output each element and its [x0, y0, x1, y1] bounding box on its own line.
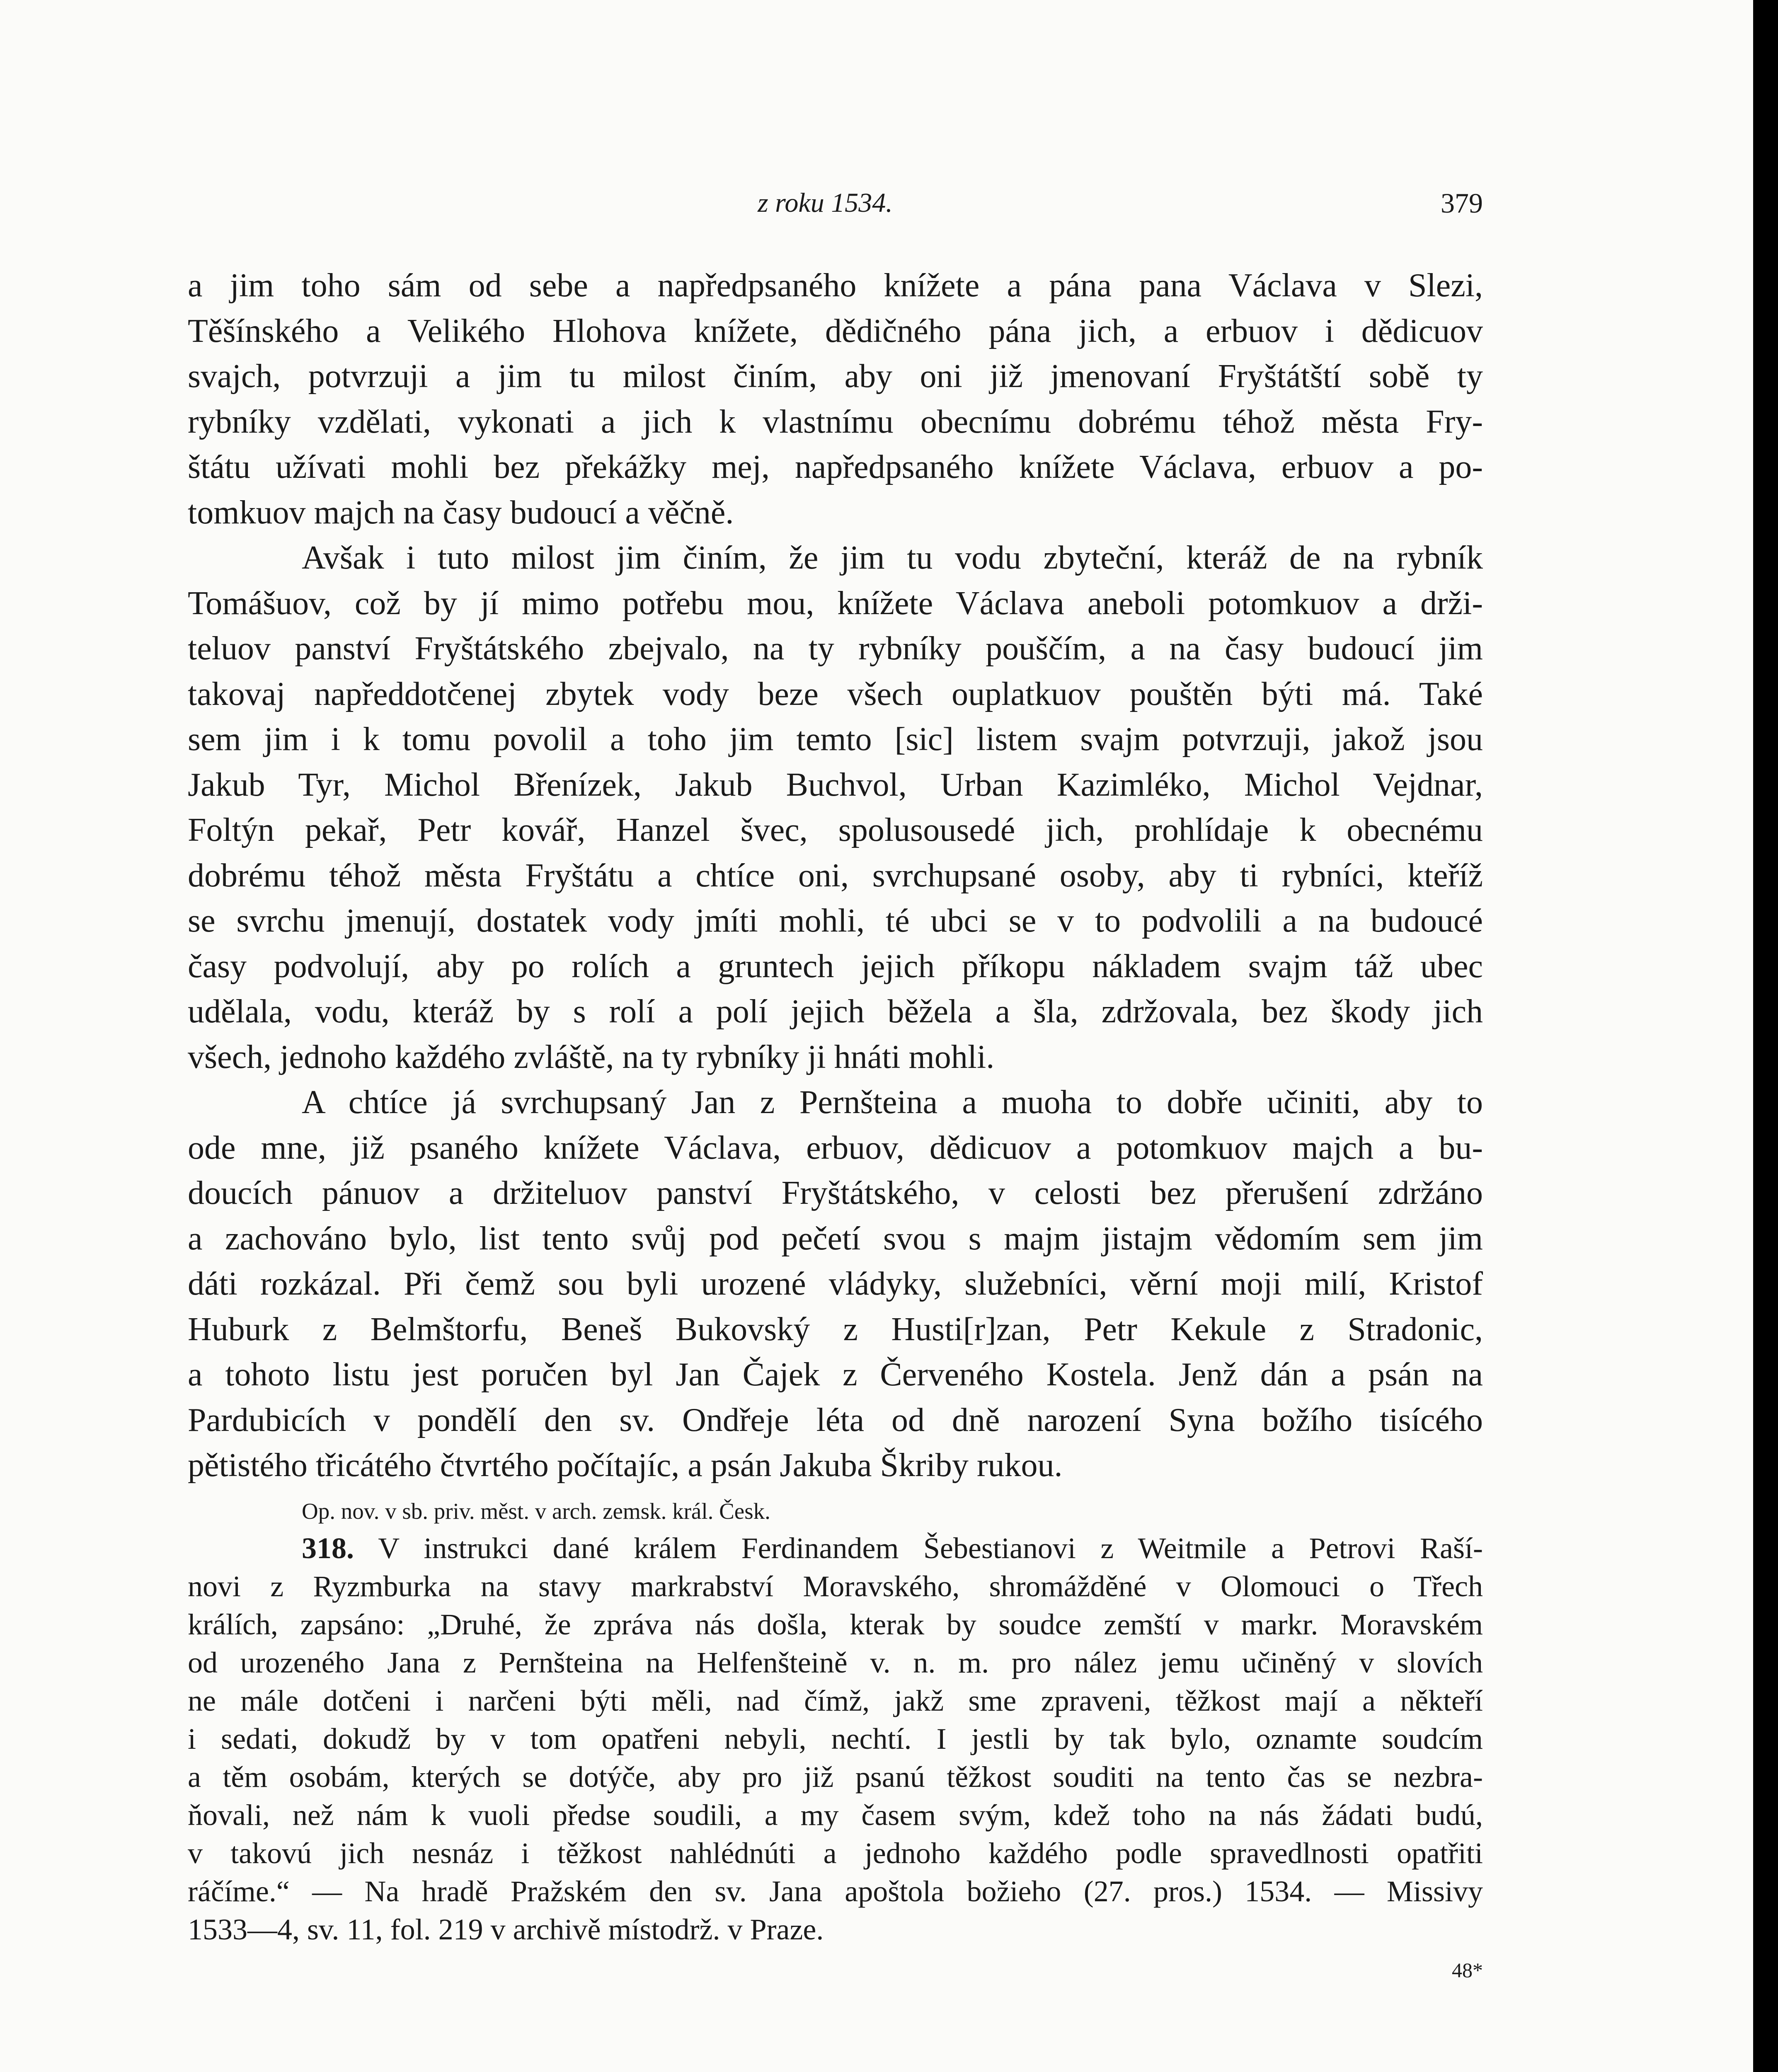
entry-number: 318.: [302, 1532, 354, 1565]
text-line: sem jim i k tomu povolil a toho jim temto [sic] listem svajm potvrzuji, jakož jsou: [188, 721, 1483, 758]
text-line: Pardubicích v pondělí den sv. Ondřeje léta od dně narození Syna božího tisícého: [188, 1402, 1483, 1438]
text-line: Huburk z Belmštorfu, Beneš Bukovský z Husti[r]zan, Petr Kekule z Stradonic,: [188, 1311, 1483, 1348]
text-line: štátu užívati mohli bez překážky mej, napředpsaného knížete Václava, erbuov a po-: [188, 449, 1483, 485]
text-line: pětistého třicátého čtvrtého počítajíc, a psán Jakuba Škriby rukou.: [188, 1447, 1063, 1484]
entry-first-line-text: V instrukci dané králem Ferdinandem Šebestianovi z Weitmile a Petrovi Raší-: [378, 1532, 1483, 1565]
text-line: A chtíce já svrchupsaný Jan z Pernšteina a muoha to dobře učiniti, aby to: [302, 1084, 1483, 1121]
text-line: Jakub Tyr, Michol Břenízek, Jakub Buchvol, Urban Kazimléko, Michol Vejdnar,: [188, 766, 1483, 803]
entry-line: a těm osobám, kterých se dotýče, aby pro již psanú těžkost souditi na tento čas se nezbra-: [188, 1760, 1483, 1794]
entry-line: ne mále dotčeni i narčeni býti měli, nad čímž, jakž sme zpraveni, těžkost mají a někteří: [188, 1684, 1483, 1717]
body-text: [188, 263, 1483, 1534]
entry-line: v takovú jich nesnáz i těžkost nahlédnúti a jednoho každého podle spravedlnosti opatřiti: [188, 1837, 1483, 1870]
text-line: tomkuov majch na časy budoucí a věčně.: [188, 494, 734, 531]
entry-line: od urozeného Jana z Pernšteina na Helfenšteině v. n. m. pro nález jemu učiněný v slovích: [188, 1646, 1483, 1679]
running-title: z roku 1534.: [758, 188, 893, 218]
entry-line: i sedati, dokudž by v tom opatřeni nebyli, nechtí. I jestli by tak bylo, oznamte soudcím: [188, 1722, 1483, 1755]
text-line: svajch, potvrzuji a jim tu milost činím, aby oni již jmenovaní Fryštátští sobě ty: [188, 358, 1483, 395]
source-note: Op. nov. v sb. priv. měst. v arch. zemsk. král. Česk.: [302, 1498, 770, 1524]
entry-first-line: [188, 1529, 1483, 1567]
text-line: rybníky vzdělati, vykonati a jich k vlastnímu obecnímu dobrému téhož města Fry-: [188, 403, 1483, 440]
text-line: dáti rozkázal. Při čemž sou byli urozené vládyky, služebníci, věrní moji milí, Kristof: [188, 1266, 1483, 1302]
text-line: ode mne, již psaného knížete Václava, erbuov, dědicuov a potomkuov majch a bu-: [188, 1129, 1483, 1166]
text-line: Avšak i tuto milost jim činím, že jim tu vodu zbyteční, kteráž de na rybník: [302, 540, 1483, 576]
entry-318: [188, 1529, 1483, 1949]
text-line: doucích pánuov a držiteluov panství Fryštátského, v celosti bez přerušení zdržáno: [188, 1175, 1483, 1211]
text-line: a jim toho sám od sebe a napředpsaného knížete a pána pana Václava v Slezi,: [188, 267, 1483, 304]
entry-line: ráčíme.“ — Na hradě Pražském den sv. Jana apoštola božieho (27. pros.) 1534. — Missivy: [188, 1875, 1483, 1908]
entry-line: ňovali, než nám k vuoli předse soudili, a my časem svým, kdež toho na nás žádati budú,: [188, 1798, 1483, 1832]
text-line: a zachováno bylo, list tento svůj pod pečetí svou s majm jistajm vědomím sem jim: [188, 1220, 1483, 1257]
text-line: Tomášuov, což by jí mimo potřebu mou, knížete Václava aneboli potomkuov a drži-: [188, 585, 1483, 622]
text-line: udělala, vodu, kteráž by s rolí a polí jejich běžela a šla, zdržovala, bez škody jich: [188, 993, 1483, 1030]
running-header: [188, 184, 1483, 222]
text-line: a tohoto listu jest poručen byl Jan Čajek z Červeného Kostela. Jenž dán a psán na: [188, 1356, 1483, 1393]
entry-line: králích, zapsáno: „Druhé, že zpráva nás došla, kterak by soudce zemští v markr. Moravském: [188, 1608, 1483, 1641]
text-line: teluov panství Fryštátského zbejvalo, na ty rybníky pouščím, a na časy budoucí jim: [188, 630, 1483, 667]
page-number: 379: [1441, 187, 1483, 219]
text-line: Těšínského a Velikého Hlohova knížete, dědičného pána jich, a erbuov i dědicuov: [188, 312, 1483, 349]
text-line: Foltýn pekař, Petr kovář, Hanzel švec, spolusousedé jich, prohlídaje k obecnému: [188, 812, 1483, 848]
text-line: se svrchu jmenují, dostatek vody jmíti mohli, té ubci se v to podvolili a na budoucé: [188, 903, 1483, 939]
entry-line: novi z Ryzmburka na stavy markrabství Moravského, shromážděné v Olomouci o Třech: [188, 1570, 1483, 1603]
entry-line: 1533—4, sv. 11, fol. 219 v archivě místodrž. v Praze.: [188, 1913, 824, 1946]
sheet-signature-mark: 48*: [1452, 1958, 1483, 1982]
text-line: dobrému téhož města Fryštátu a chtíce oni, svrchupsané osoby, aby ti rybníci, kteříž: [188, 857, 1483, 894]
text-line: časy podvolují, aby po rolích a gruntech jejich příkopu nákladem svajm táž ubec: [188, 948, 1483, 985]
text-line: všech, jednoho každého zvláště, na ty rybníky ji hnáti mohli.: [188, 1038, 995, 1075]
text-line: takovaj napředdotčenej zbytek vody beze všech ouplatkuov pouštěn býti má. Také: [188, 675, 1483, 712]
